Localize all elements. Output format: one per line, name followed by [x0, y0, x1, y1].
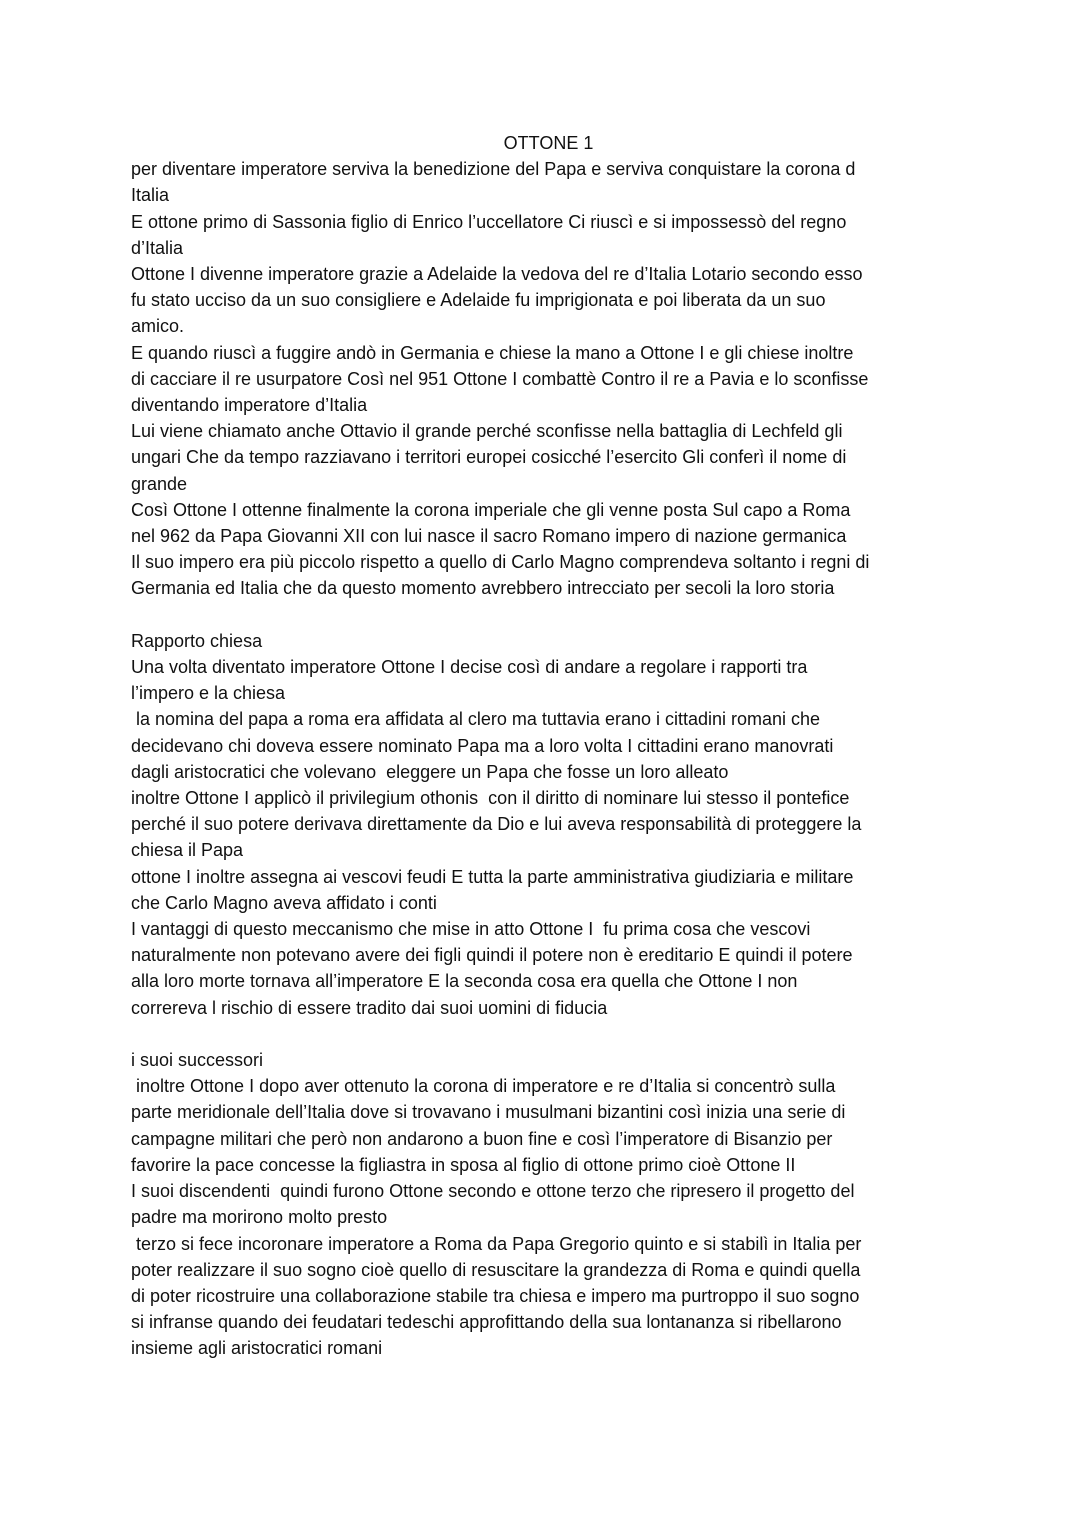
- paragraph-gap: [131, 602, 966, 628]
- text-line: Una volta diventato imperatore Ottone I decise così di andare a regolare i rapporti tra: [131, 657, 808, 678]
- section-rapporto-chiesa: [131, 628, 966, 1021]
- text-line: fu stato ucciso da un suo consigliere e Adelaide fu imprigionata e poi liberata da un suo: [131, 290, 826, 311]
- text-line: inoltre Ottone I applicò il privilegium othonis con il diritto di nominare lui stesso il pontefice: [131, 788, 850, 809]
- text-line: di poter ricostruire una collaborazione stabile tra chiesa e impero ma purtroppo il suo sogno: [131, 1285, 860, 1306]
- text-line: E quando riuscì a fuggire andò in Germania e chiese la mano a Ottone I e gli chiese inoltre: [131, 342, 854, 363]
- text-line: che Carlo Magno aveva affidato i conti: [131, 892, 437, 913]
- text-line: per diventare imperatore serviva la benedizione del Papa e serviva conquistare la corona d: [131, 159, 856, 180]
- text-line: parte meridionale dell’Italia dove si trovavano i musulmani bizantini così inizia una serie di: [131, 1102, 846, 1123]
- text-line: Così Ottone I ottenne finalmente la corona imperiale che gli venne posta Sul capo a Roma: [131, 499, 851, 520]
- text-line: d’Italia: [131, 237, 184, 258]
- text-line: Italia: [131, 185, 170, 206]
- text-line: I vantaggi di questo meccanismo che mise in atto Ottone I fu prima cosa che vescovi: [131, 919, 811, 940]
- text-line: Germania ed Italia che da questo momento avrebbero intrecciato per secoli la loro storia: [131, 578, 835, 599]
- text-line: I suoi discendenti quindi furono Ottone secondo e ottone terzo che ripresero il progetto del: [131, 1181, 855, 1202]
- text-line: Il suo impero era più piccolo rispetto a quello di Carlo Magno comprendeva soltanto i regni di: [131, 552, 870, 573]
- section-ottone-primo: [131, 156, 966, 601]
- paragraph-gap: [131, 1021, 966, 1047]
- section-heading: Rapporto chiesa: [131, 630, 263, 651]
- text-line: poter realizzare il suo sogno cioè quello di resuscitare la grandezza di Roma e quindi quella: [131, 1259, 861, 1280]
- section-heading: i suoi successori: [131, 1050, 264, 1071]
- text-line: l’impero e la chiesa: [131, 683, 286, 704]
- text-line: terzo si fece incoronare imperatore a Roma da Papa Gregorio quinto e si stabilì in Italia per: [131, 1233, 862, 1254]
- section-successori: [131, 1047, 966, 1361]
- text-line: inoltre Ottone I dopo aver ottenuto la corona di imperatore e re d’Italia si concentrò sulla: [131, 1076, 836, 1097]
- text-line: perché il suo potere derivava direttamente da Dio e lui aveva responsabilità di proteggere la: [131, 814, 862, 835]
- text-line: chiesa il Papa: [131, 840, 244, 861]
- text-line: la nomina del papa a roma era affidata al clero ma tuttavia erano i cittadini romani che: [131, 709, 821, 730]
- text-line: ungari Che da tempo razziavano i territori europei cosicché l’esercito Gli conferì il nome di: [131, 447, 847, 468]
- text-line: favorire la pace concesse la figliastra in sposa al figlio di ottone primo cioè Ottone II: [131, 1154, 796, 1175]
- text-line: Lui viene chiamato anche Ottavio il grande perché sconfisse nella battaglia di Lechfeld gli: [131, 421, 843, 442]
- text-line: si infranse quando dei feudatari tedeschi approfittando della sua lontananza si ribellarono: [131, 1312, 842, 1333]
- text-line: campagne militari che però non andarono a buon fine e così l’imperatore di Bisanzio per: [131, 1128, 833, 1149]
- document-body: [131, 130, 966, 1362]
- text-line: nel 962 da Papa Giovanni XII con lui nasce il sacro Romano impero di nazione germanica: [131, 526, 847, 547]
- text-line: correreva l rischio di essere tradito dai suoi uomini di fiducia: [131, 997, 608, 1018]
- text-line: amico.: [131, 316, 185, 337]
- text-line: decidevano chi doveva essere nominato Papa ma a loro volta I cittadini erano manovrati: [131, 735, 834, 756]
- text-line: dagli aristocratici che volevano eleggere un Papa che fosse un loro alleato: [131, 761, 729, 782]
- text-line: insieme agli aristocratici romani: [131, 1338, 383, 1359]
- text-line: diventando imperatore d’Italia: [131, 395, 368, 416]
- text-line: naturalmente non potevano avere dei figli quindi il potere non è ereditario E quindi il potere: [131, 945, 853, 966]
- text-line: E ottone primo di Sassonia figlio di Enrico l’uccellatore Ci riuscì e si impossessò del regno: [131, 211, 847, 232]
- text-line: padre ma morirono molto presto: [131, 1207, 388, 1228]
- page-title: OTTONE 1: [503, 133, 594, 153]
- text-line: ottone I inoltre assegna ai vescovi feudi E tutta la parte amministrativa giudiziaria e militare: [131, 866, 854, 887]
- text-line: alla loro morte tornava all’imperatore E la seconda cosa era quella che Ottone I non: [131, 971, 798, 992]
- text-line: grande: [131, 473, 188, 494]
- text-line: di cacciare il re usurpatore Così nel 951 Ottone I combattè Contro il re a Pavia e lo sconfisse: [131, 368, 869, 389]
- text-line: Ottone I divenne imperatore grazie a Adelaide la vedova del re d’Italia Lotario secondo esso: [131, 264, 863, 285]
